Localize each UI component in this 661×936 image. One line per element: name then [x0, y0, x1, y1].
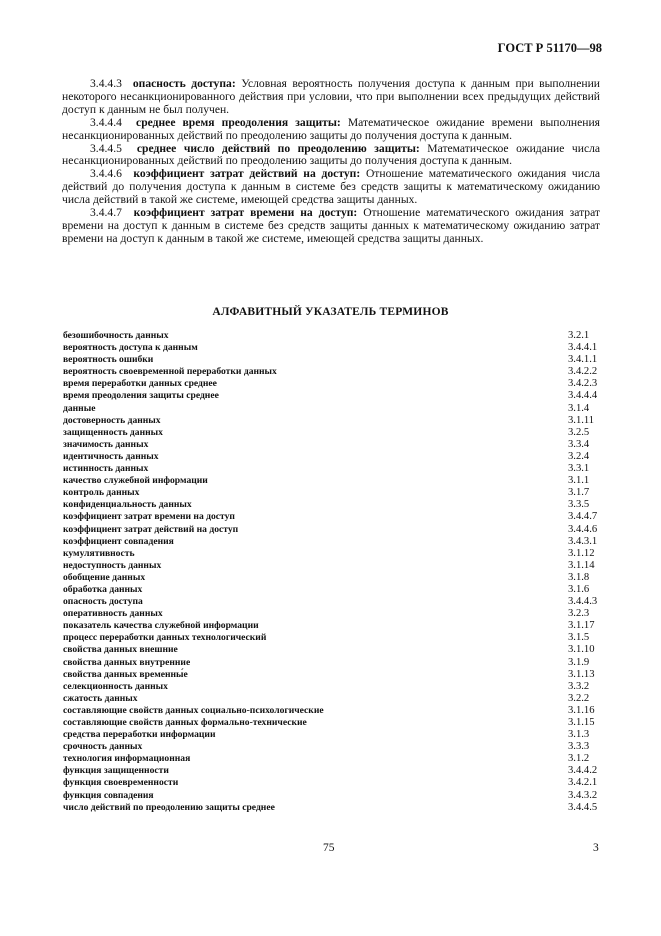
index-entry [63, 378, 603, 390]
index-ref: 3.4.3.1 [568, 535, 598, 547]
definition-number: 3.4.4.3 [90, 77, 122, 90]
index-term: составляющие свойств данных формально-технические [63, 717, 307, 728]
index-term: процесс переработки данных технологический [63, 632, 267, 644]
index-term: свойства данных временны́е [63, 668, 188, 680]
index-term: кумулятивность [63, 547, 135, 559]
index-ref: 3.1.8 [568, 571, 590, 583]
index-ref: 3.1.9 [568, 656, 590, 668]
index-term: конфиденциальность данных [63, 499, 192, 511]
index-term: коэффициент совпадения [63, 535, 174, 547]
index-entry [63, 390, 603, 402]
index-ref: 3.4.4.6 [568, 523, 598, 535]
index-term: вероятность ошибки [63, 354, 154, 366]
index-entry [63, 548, 603, 560]
index-term: обработка данных [63, 583, 143, 595]
definition-text: Условная вероятность получения доступа к данным при выполнении некоторого несанкционированного действия при условии, что при выполнении всех предыдущих действий доступ к данным не был получен. [62, 77, 600, 116]
definition-paragraph [62, 117, 600, 143]
index-term: коэффициент затрат действий на доступ [63, 523, 239, 535]
index-ref: 3.4.4.7 [568, 511, 598, 523]
index-ref: 3.1.4 [568, 402, 590, 414]
index-term: достоверность данных [63, 414, 161, 426]
index-title: АЛФАВИТНЫЙ УКАЗАТЕЛЬ ТЕРМИНОВ [212, 306, 449, 318]
index-entry [63, 354, 603, 366]
index-term: оперативность данных [63, 608, 163, 620]
index-entry [63, 729, 603, 741]
index-entry [63, 403, 603, 415]
definition-paragraph [62, 207, 600, 246]
index-ref: 3.1.3 [568, 729, 590, 741]
index-ref: 3.1.16 [568, 704, 595, 716]
index-term: качество служебной информации [63, 475, 208, 487]
index-term: защищенность данных [63, 426, 163, 438]
index-term: идентичность данных [63, 450, 159, 462]
index-entry [63, 681, 603, 693]
definition-term: коэффициент затрат времени на доступ: [133, 206, 358, 220]
definition-term: среднее число действий по преодолению защиты: [136, 141, 420, 155]
index-ref: 3.3.4 [568, 438, 590, 450]
index-ref: 3.1.1 [568, 475, 590, 487]
index-ref: 3.1.10 [568, 644, 595, 656]
index-entry [63, 753, 603, 765]
index-entry [63, 705, 603, 717]
index-term: средства переработки информации [63, 729, 216, 741]
index-term: обобщение данных [63, 571, 146, 583]
index-ref: 3.4.4.5 [568, 801, 598, 813]
index-entry [63, 415, 603, 427]
index-ref: 3.3.1 [568, 463, 590, 475]
definition-text: Отношение математического ожидания числа действий до получения доступа к данным в системе без средств защиты к математическому ожиданию числа действий в такой же системе, имеющей средства защиты данных. [62, 167, 601, 207]
index-term: функция совпадения [63, 789, 154, 801]
definitions-section [62, 78, 600, 246]
definition-text: Математическое ожидание числа несанкционированных действий по преодолению защиты до получения доступа к данным. [62, 141, 601, 168]
definition-paragraph [62, 78, 600, 117]
index-ref: 3.1.12 [568, 547, 595, 559]
index-term: вероятность своевременной переработки данных [63, 366, 277, 378]
index-entry [63, 487, 603, 499]
index-ref: 3.4.2.3 [568, 378, 598, 390]
index-term: функция своевременности [63, 777, 179, 789]
index-ref: 3.4.1.1 [568, 354, 598, 366]
index-term: безошибочность данных [63, 330, 169, 341]
index-entry [63, 632, 603, 644]
index-entry [63, 765, 603, 777]
definition-term: коэффициент затрат действий на доступ: [133, 167, 361, 181]
index-ref: 3.1.17 [568, 620, 595, 632]
index-entry [63, 451, 603, 463]
index-ref: 3.2.4 [568, 450, 590, 462]
index-ref: 3.2.3 [568, 608, 590, 620]
index-term: контроль данных [63, 487, 140, 499]
index-term: функция защищенности [63, 765, 169, 777]
index-ref: 3.4.4.2 [568, 765, 598, 777]
definition-number: 3.4.4.5 [90, 141, 122, 155]
index-entry [63, 342, 603, 354]
index-ref: 3.4.3.2 [568, 789, 598, 801]
index-ref: 3.4.4.4 [568, 390, 598, 402]
index-ref: 3.2.5 [568, 426, 590, 438]
index-ref: 3.1.7 [568, 487, 590, 499]
index-ref: 3.4.2.2 [568, 366, 598, 378]
index-term: время преодоления защиты среднее [63, 390, 219, 402]
index-entry [63, 511, 603, 523]
index-term: селекционность данных [63, 680, 168, 692]
index-entry [63, 439, 603, 451]
index-entry [63, 499, 603, 511]
index-entry [63, 644, 603, 656]
index-entry [63, 572, 603, 584]
index-ref: 3.3.2 [568, 680, 590, 692]
definition-number: 3.4.4.4 [90, 115, 122, 129]
index-entry [63, 584, 603, 596]
index-ref: 3.1.15 [568, 717, 595, 728]
term-index-list [63, 330, 603, 814]
index-ref: 3.2.1 [568, 330, 590, 341]
index-entry [63, 463, 603, 475]
definition-number: 3.4.4.6 [90, 167, 122, 181]
index-ref: 3.1.13 [568, 668, 595, 680]
index-entry [63, 427, 603, 439]
index-entry [63, 741, 603, 753]
index-term: технология информационная [63, 753, 191, 765]
index-term: вероятность доступа к данным [63, 342, 198, 354]
index-entry [63, 330, 603, 342]
index-term: опасность доступа [63, 596, 143, 608]
index-ref: 3.1.6 [568, 583, 590, 595]
definition-text: Отношение математического ожидания затрат времени на доступ к данным в системе без средств защиты данных к математическому ожиданию затрат времени на доступ к данным в такой же системе, имеющей средства защиты данных. [62, 206, 600, 245]
index-ref: 3.1.5 [568, 632, 590, 644]
page-number-right: 3 [593, 842, 599, 854]
index-term: коэффициент затрат времени на доступ [63, 511, 235, 523]
index-ref: 3.1.11 [568, 414, 595, 426]
definition-number: 3.4.4.7 [90, 206, 122, 220]
definition-paragraph [62, 143, 600, 169]
definition-paragraph [62, 168, 600, 207]
index-term: показатель качества служебной информации [63, 620, 259, 632]
index-entry [63, 802, 603, 814]
index-term: свойства данных внешние [63, 644, 178, 656]
index-entry [63, 524, 603, 536]
index-term: истинность данных [63, 463, 149, 475]
index-ref: 3.1.14 [568, 559, 595, 571]
index-term: срочность данных [63, 741, 143, 753]
index-ref: 3.3.5 [568, 499, 590, 511]
index-term: данные [63, 402, 96, 414]
index-term: значимость данных [63, 438, 149, 450]
definition-term: опасность доступа: [132, 77, 236, 90]
page-number-center: 75 [323, 842, 335, 854]
definition-term: среднее время преодоления защиты: [136, 115, 341, 129]
index-entry [63, 366, 603, 378]
index-entry [63, 790, 603, 802]
index-term: время переработки данных среднее [63, 378, 217, 390]
index-entry [63, 717, 603, 729]
index-term: недоступность данных [63, 559, 162, 571]
index-entry [63, 475, 603, 487]
index-ref: 3.4.4.3 [568, 596, 598, 608]
index-term: составляющие свойств данных социально-психологические [63, 704, 324, 716]
document-header: ГОСТ Р 51170—98 [497, 41, 602, 55]
index-entry [63, 596, 603, 608]
index-ref: 3.1.2 [568, 753, 590, 765]
index-entry [63, 777, 603, 789]
index-ref: 3.3.3 [568, 741, 590, 753]
index-entry [63, 560, 603, 572]
index-term: число действий по преодолению защиты среднее [63, 801, 275, 813]
index-ref: 3.2.2 [568, 692, 590, 704]
definition-text: Математическое ожидание времени выполнения несанкционированных действий по преодолению защиты до получения доступа к данным. [62, 115, 600, 142]
index-ref: 3.4.4.1 [568, 342, 598, 354]
index-term: свойства данных внутренние [63, 656, 191, 668]
index-entry [63, 536, 603, 548]
index-entry [63, 693, 603, 705]
index-entry [63, 657, 603, 669]
index-ref: 3.4.2.1 [568, 777, 598, 789]
index-entry [63, 669, 603, 681]
index-entry [63, 608, 603, 620]
index-entry [63, 620, 603, 632]
index-term: сжатость данных [63, 692, 138, 704]
